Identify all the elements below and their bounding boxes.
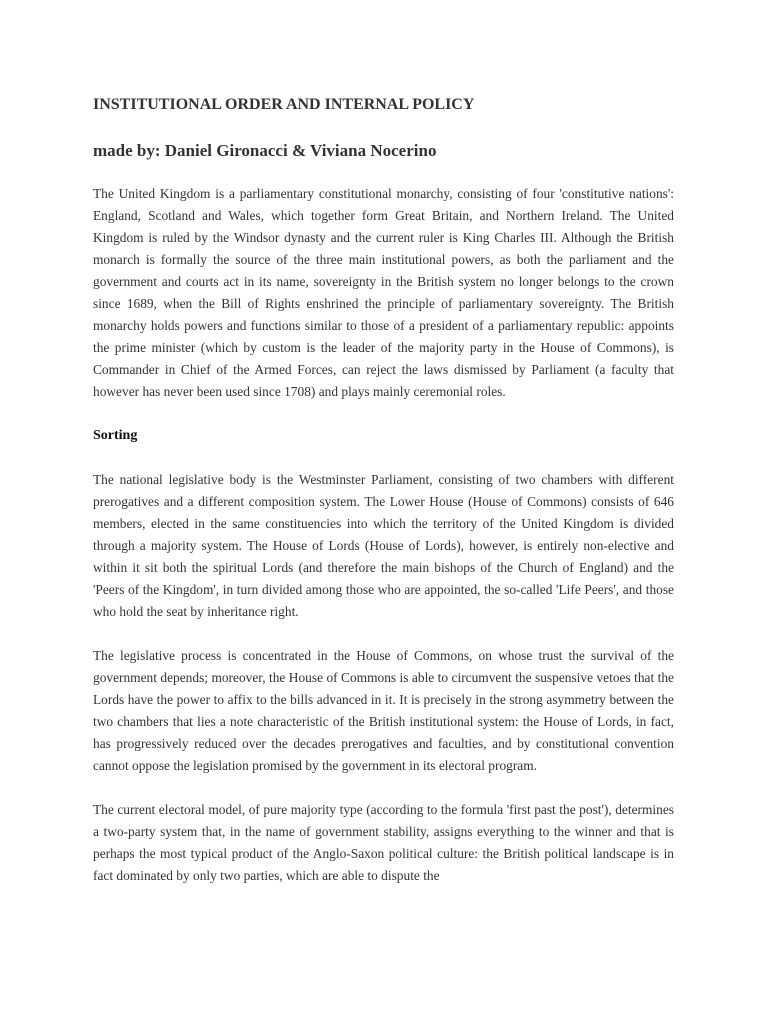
document-title: INSTITUTIONAL ORDER AND INTERNAL POLICY xyxy=(93,96,475,113)
document-authors: made by: Daniel Gironacci & Viviana Nocerino xyxy=(93,141,437,160)
body-paragraph: The national legislative body is the Westminster Parliament, consisting of two chambers with different prerogatives and a different composition system. The Lower House (House of Commons) consists of 646 members, elected in the same constituencies into which the territory of the United Kingdom is divided through a majority system. The House of Lords (House of Lords), however, is entirely non-elective and within it sit both the spiritual Lords (and therefore the main bishops of the Church of England) and the 'Peers of the Kingdom', in turn divided among those who are appointed, the so-called 'Life Peers', and those who hold the seat by inheritance right. xyxy=(93,472,674,619)
intro-paragraph: The United Kingdom is a parliamentary constitutional monarchy, consisting of four 'constitutive nations': England, Scotland and Wales, which together form Great Britain, and Northern Ireland. The United Kingdom is ruled by the Windsor dynasty and the current ruler is King Charles III. Although the British monarch is formally the source of the three main institutional powers, as both the parliament and the government and courts act in its name, sovereignty in the British system no longer belongs to the crown since 1689, when the Bill of Rights enshrined the principle of parliamentary sovereignty. The British monarchy holds powers and functions similar to those of a president of a parliamentary republic: appoints the prime minister (which by custom is the leader of the majority party in the House of Commons), is Commander in Chief of the Armed Forces, can reject the laws dismissed by Parliament (a faculty that however has never been used since 1708) and plays mainly ceremonial roles. xyxy=(93,186,674,399)
section-heading-sorting: Sorting xyxy=(93,428,138,443)
body-paragraph: The legislative process is concentrated in the House of Commons, on whose trust the survival of the government depends; moreover, the House of Commons is able to circumvent the suspensive vetoes that the Lords have the power to affix to the bills advanced in it. It is precisely in the strong asymmetry between the two chambers that lies a note characteristic of the British institutional system: the House of Lords, in fact, has progressively reduced over the decades prerogatives and faculties, and by constitutional convention cannot oppose the legislation promised by the government in its electoral program. xyxy=(93,648,674,773)
document-page xyxy=(93,94,674,887)
body-paragraph: The current electoral model, of pure majority type (according to the formula 'first past the post'), determines a two-party system that, in the name of government stability, assigns everything to the winner and that is perhaps the most typical product of the Anglo-Saxon political culture: the British political landscape is in fact dominated by only two parties, which are able to dispute the xyxy=(93,802,674,883)
